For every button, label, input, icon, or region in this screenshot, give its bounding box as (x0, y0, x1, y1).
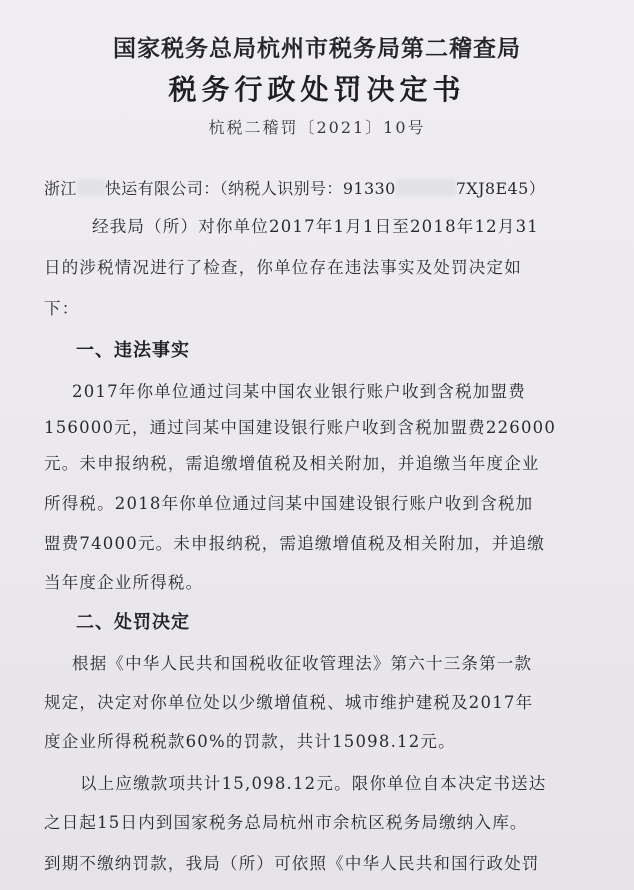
paragraph-line: 2017年你单位通过闫某中国农业银行账户收到含税加盟费 (72, 382, 526, 401)
addressee-prefix: 浙江 (44, 179, 77, 198)
addressee-suffix: 7XJ8E45） (455, 179, 546, 198)
paragraph-line: 下： (44, 299, 80, 318)
paragraph-line: 规定，决定对你单位处以少缴增值税、城市维护建税及2017年 (44, 693, 534, 712)
paragraph-line: 根据《中华人民共和国税收征收管理法》第六十三条第一款 (72, 654, 533, 673)
redaction-mask (77, 179, 105, 196)
paragraph-line: 元。未申报纳税，需追缴增值税及相关附加，并追缴当年度企业 (44, 454, 540, 473)
section-heading-facts: 一、违法事实 (76, 340, 190, 361)
paragraph-line: 当年度企业所得税。 (44, 573, 204, 592)
addressee-line (44, 176, 545, 199)
section-heading-penalty: 二、处罚决定 (76, 612, 190, 633)
redaction-mask (396, 179, 456, 196)
paragraph-line: 156000元，通过闫某中国建设银行账户收到含税加盟费226000 (44, 418, 557, 437)
paragraph-line: 以上应缴款项共计15,098.12元。限你单位自本决定书送达 (80, 774, 547, 793)
document-number: 杭税二稽罚〔2021〕10号 (208, 118, 426, 137)
paragraph-line: 盟费74000元。未申报纳税，需追缴增值税及相关附加，并追缴 (44, 534, 545, 553)
addressee-mid: 快运有限公司：（纳税人识别号：91330 (104, 179, 396, 198)
issuer-title: 国家税务总局杭州市税务局第二稽查局 (113, 36, 521, 62)
paragraph-line: 经我局（所）对你单位2017年1月1日至2018年12月31 (92, 217, 539, 236)
paragraph-line: 到期不缴纳罚款，我局（所）可依照《中华人民共和国行政处罚 (44, 854, 540, 873)
document-title: 税务行政处罚决定书 (168, 73, 466, 106)
paragraph-line: 之日起15日内到国家税务总局杭州市余杭区税务局缴纳入库。 (44, 813, 528, 832)
paragraph-line: 日的涉税情况进行了检查，你单位存在违法事实及处罚决定如 (44, 258, 522, 277)
paragraph-line: 所得税。2018年你单位通过闫某中国建设银行账户收到含税加 (44, 494, 534, 513)
paragraph-line: 度企业所得税税款60%的罚款，共计15098.12元。 (44, 732, 456, 751)
